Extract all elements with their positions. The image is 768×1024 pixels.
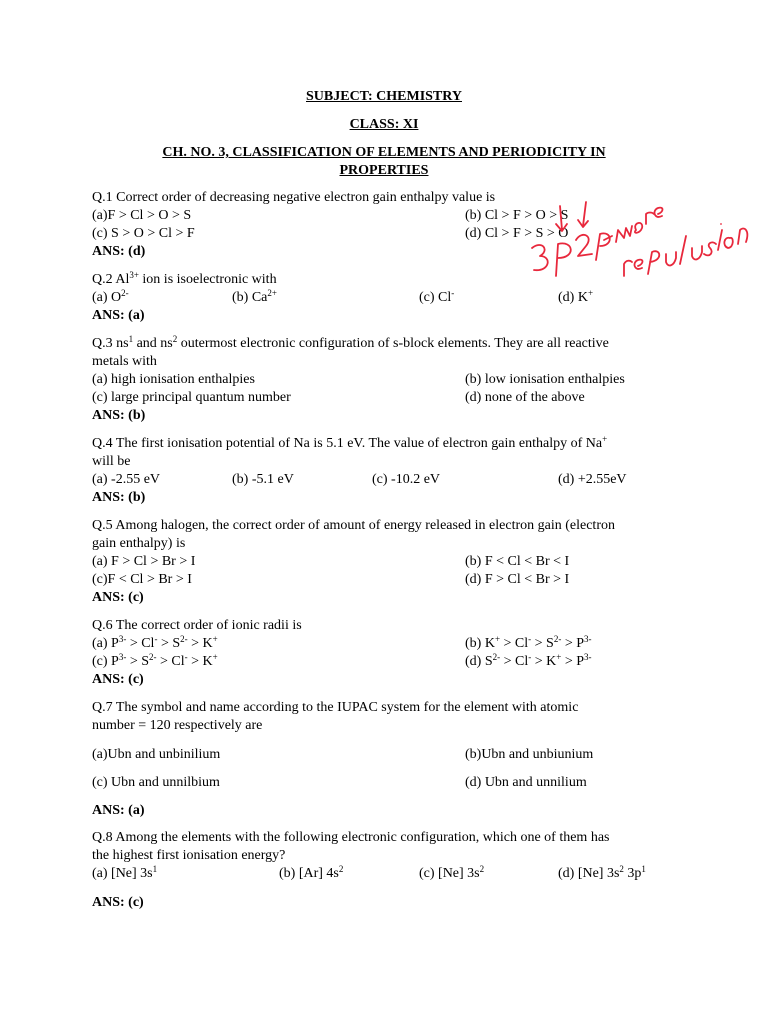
annotation-more [616,208,663,242]
annotation-arrow-left [560,206,562,230]
q1-option-b: (b) Cl > F > O > S [465,208,569,223]
q7-option-b: (b)Ubn and unbiunium [465,747,594,762]
q4-stem-line2: will be [92,454,131,469]
q8-option-d: (d) [Ne] $3s^2$ $3p^1$ [558,864,646,881]
q2-option-c: (c) Cl- [419,288,455,305]
q2-stem: Q.2 $Al^{3+}$ ion is isoelectronic with [92,270,277,287]
q3-answer: ANS: (b) [92,408,146,423]
q5-option-d: (d) F > Cl < Br > I [465,572,570,587]
q3-stem-line1: Q.3 $ns^1$ and $ns^2$ outermost electronic configuration of s-block elements. They are all reactive [92,334,609,351]
q3-option-b: (b) low ionisation enthalpies [465,372,625,387]
q7-option-d: (d) Ubn and unnilium [465,775,587,790]
annotation-p [556,243,571,276]
chapter-heading-line2: PROPERTIES [339,163,429,178]
q7-option-a: (a)Ubn and unbinilium [92,747,221,762]
q6-answer: ANS: (c) [92,672,144,687]
q1-answer: ANS: (d) [92,244,146,259]
q7-answer: ANS: (a) [92,803,145,818]
q6-option-a: (a) $P^{3-} > Cl^- > S^{2-} > K^+$ [92,634,218,651]
q5-answer: ANS: (c) [92,590,144,605]
q3-stem-line2: metals with [92,354,157,369]
q1-stem: Q.1 Correct order of decreasing negative electron gain enthalpy value is [92,190,496,205]
annotation-arrow-right [583,202,586,226]
q4-option-d: (d) +2.55eV [558,472,627,487]
q8-option-c: (c) [Ne] $3s^2$ [419,864,485,881]
chapter-heading-line1: CH. NO. 3, CLASSIFICATION OF ELEMENTS AND PERIODICITY IN [162,145,606,160]
q4-option-b: (b) -5.1 eV [232,472,294,487]
q7-option-c: (c) Ubn and unnilbium [92,775,220,790]
q7-stem-line2: number = 120 respectively are [92,718,263,733]
q5-stem-line2: gain enthalpy) is [92,536,186,551]
q4-stem-line1: Q.4 The first ionisation potential of Na is 5.1 eV. The value of electron gain enthalpy of Na+ [92,434,608,451]
q5-stem-line1: Q.5 Among halogen, the correct order of amount of energy released in electron gain (electron [92,518,615,533]
class-heading: CLASS: XI [349,117,419,132]
annotation-repulsions [624,224,747,276]
q3-option-d: (d) none of the above [465,390,585,405]
annotation-3 [532,245,548,270]
q7-stem-line1: Q.7 The symbol and name according to the IUPAC system for the element with atomic [92,700,579,715]
q6-option-b: (b) $K^+ > Cl^- > S^{2-} > P^{3-}$ [465,634,592,651]
q5-option-a: (a) F > Cl > Br > I [92,554,196,569]
annotation-p-dash [596,233,612,260]
q8-option-a: (a) [Ne] $3s^1$ [92,864,158,881]
q1-option-c: (c) S > O > Cl > F [92,226,195,241]
q5-option-c: (c)F < Cl > Br > I [92,572,192,587]
q6-stem: Q.6 The correct order of ionic radii is [92,618,302,633]
q1-option-a: (a)F > Cl > O > S [92,208,192,223]
q3-option-a: (a) high ionisation enthalpies [92,372,255,387]
q8-option-b: (b) [Ar] $4s^2$ [279,864,344,881]
q2-option-d: (d) K+ [558,288,594,305]
q5-option-b: (b) F < Cl < Br < I [465,554,570,569]
q6-option-c: (c) $P^{3-} > S^{2-} > Cl^- > K^+$ [92,652,218,669]
q2-option-a: (a) $O^{2-}$ [92,288,129,305]
annotation-2 [576,235,592,256]
q6-option-d: (d) $S^{2-} > Cl^- > K^+ > P^{3-}$ [465,652,592,669]
q8-answer: ANS: (c) [92,895,144,910]
q8-stem-line1: Q.8 Among the elements with the following electronic configuration, which one of them has [92,830,610,845]
q4-option-c: (c) -10.2 eV [372,472,441,487]
q3-option-c: (c) large principal quantum number [92,390,291,405]
q4-answer: ANS: (b) [92,490,146,505]
q1-option-d: (d) Cl > F > S > O [465,226,569,241]
subject-heading: SUBJECT: CHEMISTRY [306,89,462,104]
handwritten-annotation [520,200,750,310]
q2-option-b: (b) $Ca^{2+}$ [232,288,277,305]
q8-stem-line2: the highest first ionisation energy? [92,848,286,863]
q4-option-a: (a) -2.55 eV [92,472,161,487]
q2-answer: ANS: (a) [92,308,145,323]
